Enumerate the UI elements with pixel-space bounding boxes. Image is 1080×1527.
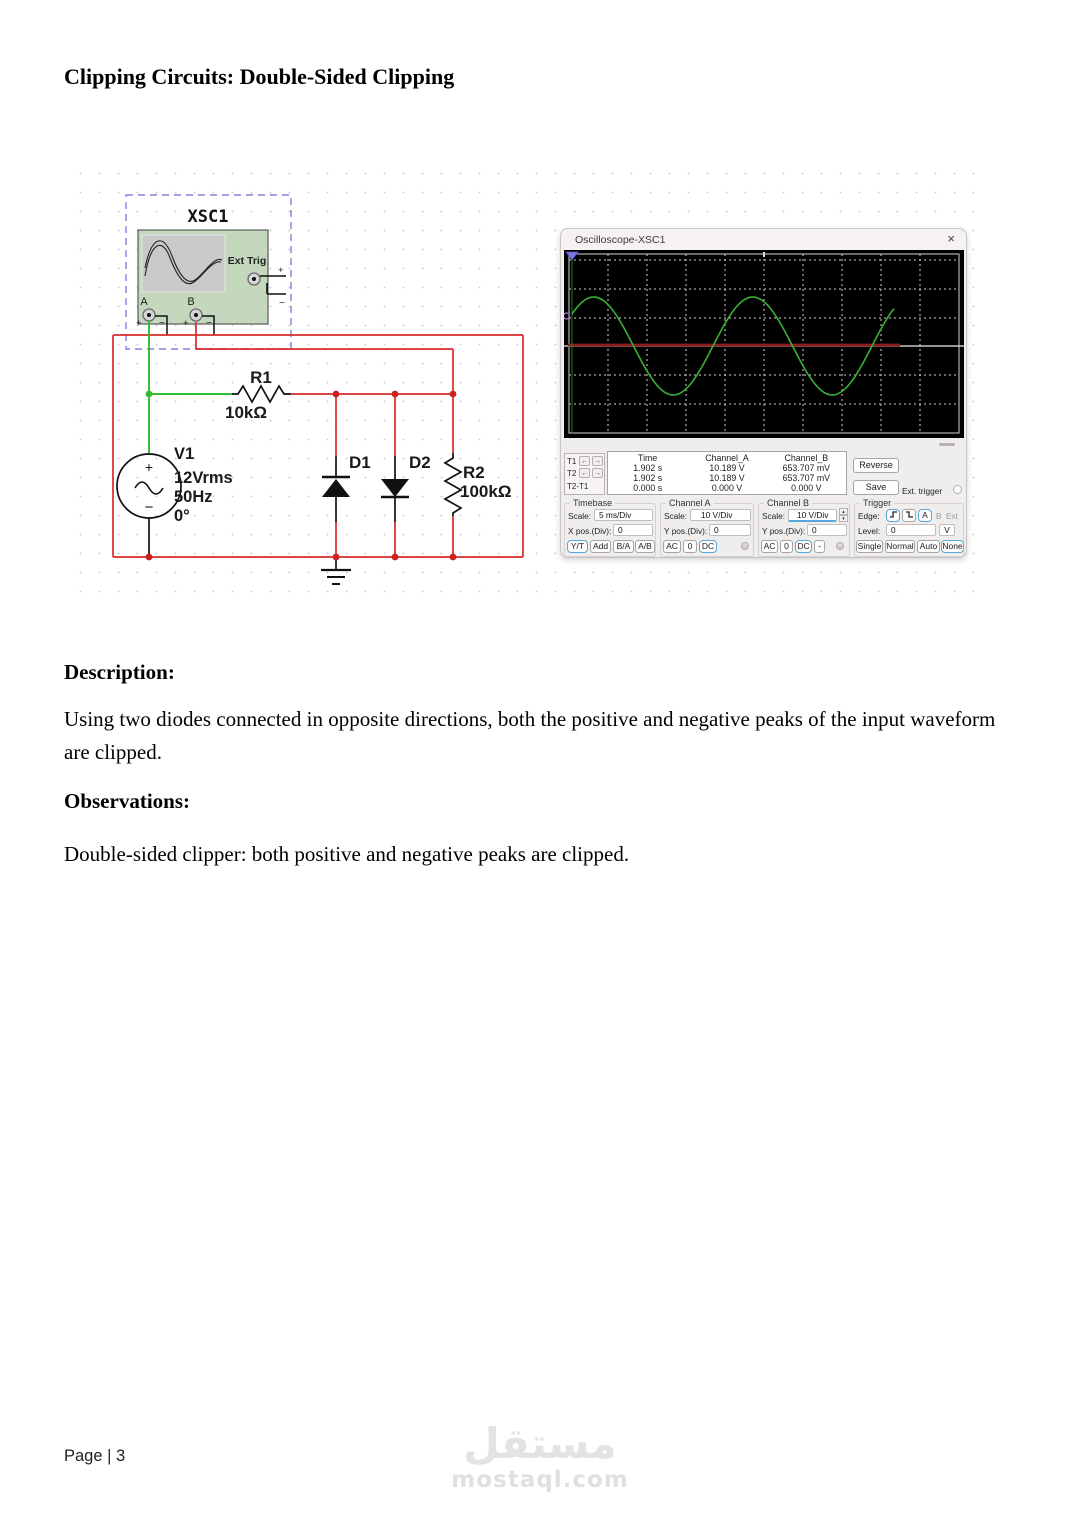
- trigger-title: Trigger: [860, 498, 894, 508]
- trigger-none-button[interactable]: None: [942, 541, 963, 551]
- sine-source-icon: [135, 482, 163, 494]
- trigger-source-a-button[interactable]: A: [918, 509, 932, 522]
- readout-header-channel-b: Channel_B: [784, 453, 829, 463]
- channel-a-ac-button[interactable]: AC: [663, 540, 681, 553]
- v1-name-label: V1: [174, 445, 195, 463]
- ext-trigger-label: Ext. trigger: [902, 486, 943, 496]
- t1-time-value: 1.902 s: [633, 463, 663, 473]
- t2-time-value: 1.902 s: [633, 473, 663, 483]
- timebase-title: Timebase: [570, 498, 615, 508]
- r1-name-label: R1: [250, 368, 272, 387]
- top-center-tick: [763, 252, 765, 257]
- channel-b-title: Channel B: [764, 498, 812, 508]
- timebase-scale-field[interactable]: 5 ms/Div: [594, 509, 653, 521]
- observations-heading: Observations:: [64, 789, 190, 813]
- channel-a-dc-button[interactable]: DC: [699, 540, 717, 553]
- r1-value-label: 10kΩ: [225, 403, 267, 422]
- close-icon[interactable]: ×: [947, 231, 955, 246]
- channel-b-minus-button[interactable]: -: [814, 540, 825, 553]
- timebase-xpos-field[interactable]: 0: [613, 524, 653, 536]
- readout-header-time: Time: [638, 453, 658, 463]
- t1-cursor-marker-icon[interactable]: [566, 252, 578, 260]
- measurement-readout: [607, 451, 847, 495]
- ext-trig-plus: +: [278, 265, 284, 276]
- delta-channel-b-value: 0.000 V: [791, 483, 822, 493]
- save-button[interactable]: Save: [853, 480, 899, 495]
- circuit-figure: [64, 156, 990, 596]
- channel-a-ypos-field[interactable]: 0: [709, 524, 751, 536]
- trigger-single-button[interactable]: Single: [857, 541, 882, 551]
- channel-b-scale-label: Scale:: [762, 511, 786, 521]
- timebase-ab-button[interactable]: A/B: [635, 540, 655, 553]
- d1-diode[interactable]: [322, 453, 371, 522]
- ext-trig-minus: −: [279, 298, 285, 309]
- channel-b-ypos-label: Y pos.(Div):: [762, 526, 806, 536]
- oscilloscope-window: [560, 228, 967, 558]
- falling-edge-icon: [905, 510, 914, 519]
- timebase-add-button[interactable]: Add: [590, 540, 611, 553]
- oscilloscope-ref-label: XSC1: [187, 207, 229, 227]
- scope-grid: [569, 252, 959, 433]
- description-paragraph: Using two diodes connected in opposite directions, both the positive and negative peaks of the input waveform are clipped.: [64, 707, 996, 764]
- timebase-ba-button[interactable]: B/A: [613, 540, 634, 553]
- channel-b-minus: −: [206, 318, 212, 329]
- v1-source[interactable]: [117, 445, 233, 557]
- timebase-yt-button[interactable]: Y/T: [567, 540, 588, 553]
- trigger-auto-button[interactable]: Auto: [917, 540, 940, 553]
- t2-left-button[interactable]: ←: [581, 470, 588, 477]
- watermark-url: mostaql.com: [451, 1467, 629, 1493]
- trigger-edge-label: Edge:: [858, 511, 880, 521]
- t2-right-button[interactable]: →: [594, 470, 601, 477]
- rising-edge-button[interactable]: [886, 509, 900, 522]
- v1-frequency-label: 50Hz: [174, 488, 213, 506]
- d1-name-label: D1: [349, 453, 371, 472]
- trigger-level-unit: V: [939, 524, 955, 536]
- channel-a-label: A: [140, 296, 148, 308]
- v1-minus: −: [144, 499, 154, 516]
- page-title: Clipping Circuits: Double-Sided Clipping: [64, 64, 455, 89]
- ext-trigger-radio[interactable]: [953, 485, 962, 494]
- channel-a-scale-label: Scale:: [664, 511, 688, 521]
- rising-edge-icon: [889, 510, 898, 519]
- channel-a-group: [660, 498, 754, 557]
- channel-a-ypos-label: Y pos.(Div):: [664, 526, 708, 536]
- channel-b-scale-spinner: [839, 508, 848, 522]
- cursor-control-box: [564, 453, 605, 495]
- trigger-source-b-label[interactable]: B: [936, 511, 942, 521]
- channel-b-led: [836, 542, 844, 550]
- reverse-button[interactable]: Reverse: [853, 458, 899, 473]
- channel-a-title: Channel A: [666, 498, 714, 508]
- delta-channel-a-value: 0.000 V: [711, 483, 743, 493]
- ext-trig-label: Ext Trig: [227, 255, 267, 267]
- timebase-xpos-label: X pos.(Div):: [568, 526, 612, 536]
- v1-voltage-label: 12Vrms: [174, 469, 233, 487]
- t1-channel-b-value: 653.707 mV: [782, 463, 831, 473]
- falling-edge-button[interactable]: [902, 509, 916, 522]
- t2-channel-b-value: 653.707 mV: [782, 473, 831, 483]
- trigger-normal-button[interactable]: Normal: [886, 541, 914, 551]
- spinner-down-icon[interactable]: ▼: [839, 515, 848, 522]
- green-wires[interactable]: [149, 321, 232, 454]
- channel-a-probe-wire: [149, 321, 232, 454]
- v1-plus: +: [144, 459, 154, 475]
- t1-right-button[interactable]: →: [594, 458, 601, 465]
- r1-resistor[interactable]: [225, 368, 291, 422]
- t1-label: T1: [567, 457, 577, 466]
- description-heading: Description:: [64, 660, 175, 684]
- r2-value-label: 100kΩ: [460, 482, 512, 501]
- oscilloscope-window-title: Oscilloscope-XSC1: [575, 234, 666, 246]
- t2-channel-a-value: 10.189 V: [709, 473, 745, 483]
- delta-time-value: 0.000 s: [633, 483, 663, 493]
- r2-name-label: R2: [463, 463, 485, 482]
- channel-b-label: B: [187, 296, 195, 308]
- t2-t1-label: T2-T1: [567, 482, 589, 491]
- d2-name-label: D2: [409, 453, 431, 472]
- oscilloscope-titlebar[interactable]: [561, 229, 966, 250]
- channel-a-scale-field[interactable]: 10 V/Div: [690, 509, 751, 521]
- channel-a-plus: +: [136, 318, 142, 329]
- channel-b-signal-wire: [196, 322, 453, 394]
- ground-symbol[interactable]: [321, 557, 351, 584]
- trigger-level-label: Level:: [858, 526, 881, 536]
- channel-a-led: [741, 542, 749, 550]
- trigger-source-ext-label[interactable]: Ext: [946, 511, 958, 521]
- observations-paragraph: Double-sided clipper: both positive and negative peaks are clipped.: [64, 842, 630, 866]
- timebase-group: [564, 498, 656, 557]
- channel-b-ac-button[interactable]: AC: [761, 540, 778, 553]
- v1-phase-label: 0°: [174, 507, 190, 525]
- t2-label: T2: [567, 469, 577, 478]
- trigger-group: [854, 498, 964, 557]
- watermark-logo: مستقل: [463, 1419, 617, 1468]
- scrollbar-handle[interactable]: [939, 443, 955, 446]
- channel-b-dc-button[interactable]: DC: [795, 540, 812, 553]
- r2-resistor[interactable]: [445, 453, 511, 516]
- readout-header-channel-a: Channel_A: [705, 453, 749, 463]
- spinner-up-icon[interactable]: ▲: [839, 508, 848, 515]
- oscilloscope-symbol[interactable]: [136, 207, 286, 335]
- channel-b-ypos-field[interactable]: 0: [807, 524, 847, 536]
- page-number: Page | 3: [64, 1447, 126, 1465]
- channel-a-minus: −: [159, 318, 165, 329]
- channel-b-plus: +: [183, 318, 189, 329]
- timebase-scale-label: Scale:: [568, 511, 592, 521]
- watermark: [340, 1420, 740, 1492]
- trigger-level-field[interactable]: 0: [886, 524, 936, 536]
- oscilloscope-display: [564, 250, 964, 438]
- channel-b-scale-field[interactable]: 10 V/Div: [788, 509, 837, 522]
- t1-left-button[interactable]: ←: [581, 458, 588, 465]
- channel-b-zero-button[interactable]: 0: [780, 540, 793, 553]
- channel-a-zero-button[interactable]: 0: [683, 540, 697, 553]
- channel-b-group: [758, 498, 850, 557]
- t1-channel-a-value: 10.189 V: [709, 463, 745, 473]
- d2-diode[interactable]: [381, 453, 431, 522]
